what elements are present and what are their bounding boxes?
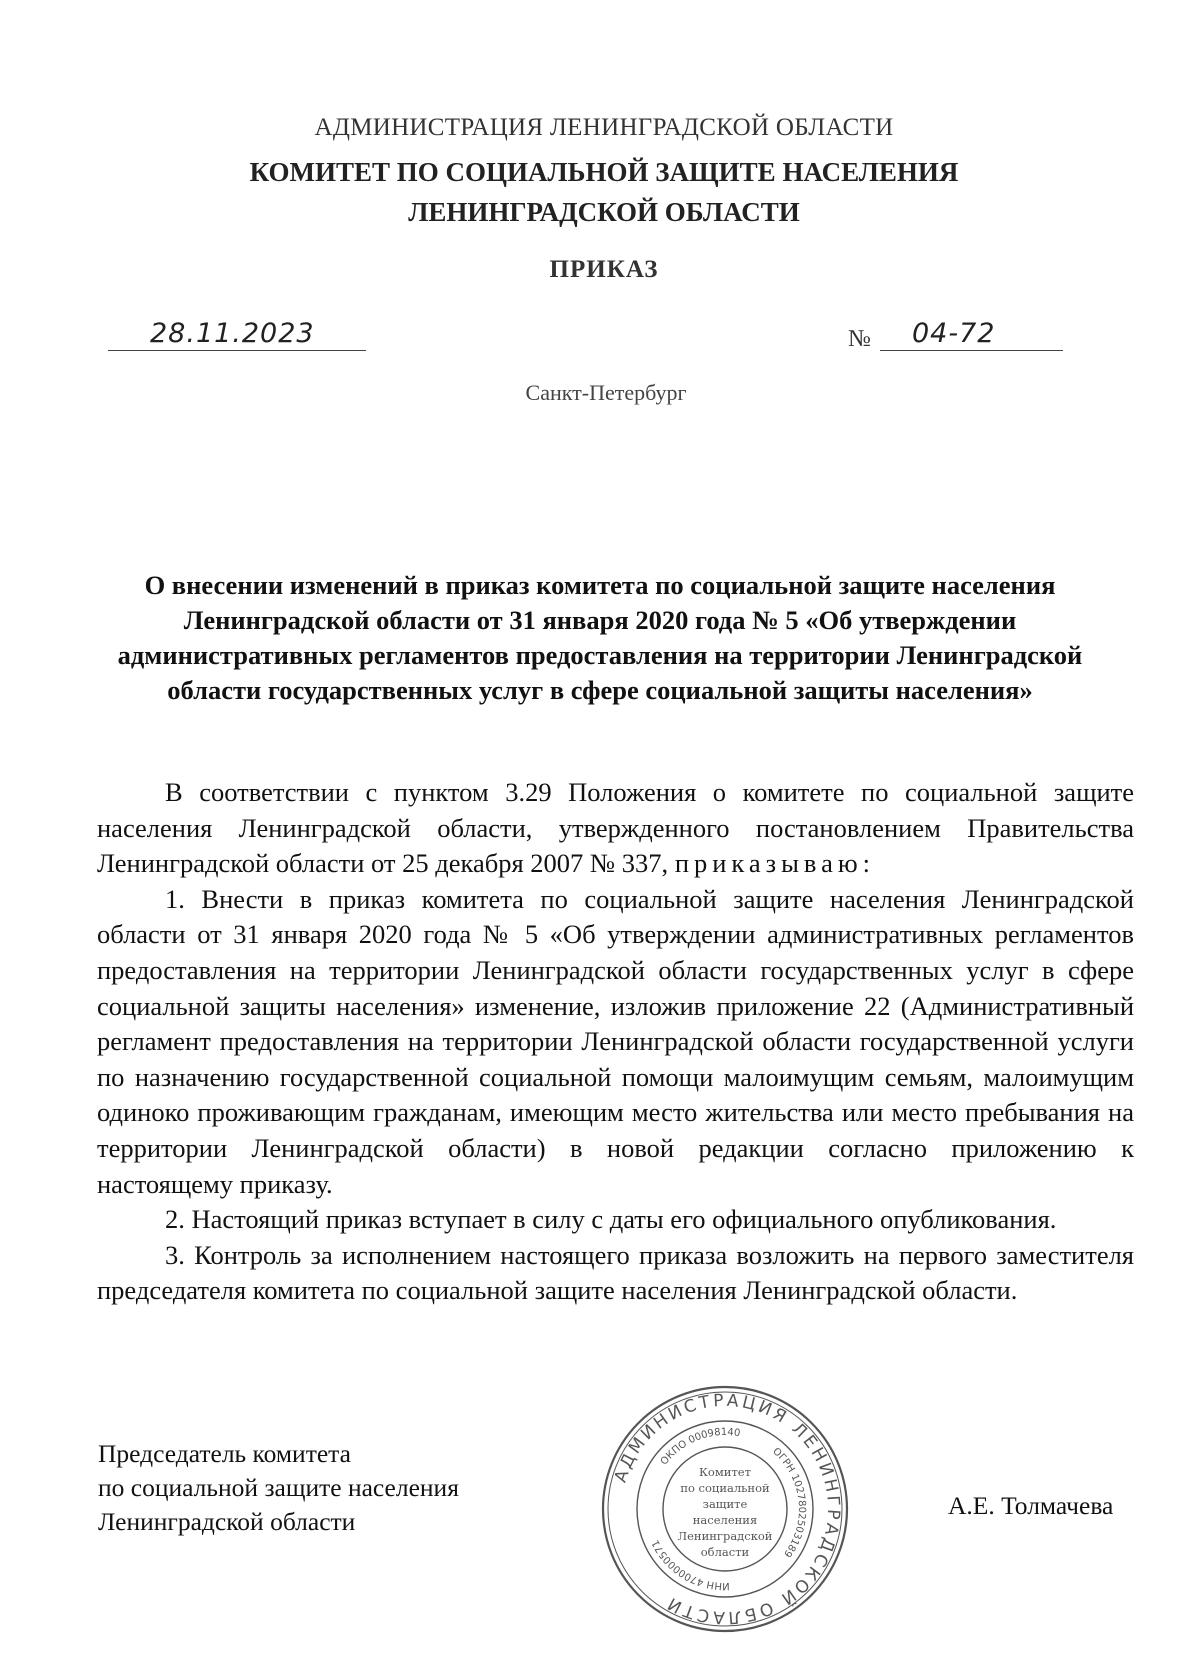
seal-center-line5: Ленинградской <box>677 1529 773 1543</box>
seal-ogrn: ОГРН 1027802503189 <box>770 1446 808 1559</box>
number-underline <box>880 350 1063 351</box>
city: Санкт-Петербург <box>525 380 687 405</box>
document-date: 28.11.2023 <box>150 318 315 349</box>
committee-heading <box>0 152 1200 232</box>
committee-heading-line2: ЛЕНИНГРАДСКОЙ ОБЛАСТИ <box>408 197 800 227</box>
seal-okpo: ОКПО 00098140 <box>658 1426 742 1468</box>
document-type: ПРИКАЗ <box>549 256 659 283</box>
seal-center-line2: по социальной <box>680 1481 770 1495</box>
item-2: 2. Настоящий приказ вступает в силу с даты его официального опубликования. <box>165 1204 1057 1235</box>
item-1: 1. Внести в приказ комитета по социальной защите населения Ленинградской области от 31 января 2020 года № 5 «Об утверждении административных регламентов предоставления на территории Ленинградской области государственных услуг в сфере социальной защиты населения» изменение, изложив приложение 22 (Административный регламент предоставления на территории Ленинградской области государственной услуги по назначению государственной социальной помощи малоимущим семьям, малоимущим одиноко проживающим гражданам, имеющим место жительства или место пребывания на территории Ленинградской области) в новой редакции согласно приложению к настоящему приказу. <box>97 883 1134 1199</box>
seal-inner-text-2 <box>770 1446 807 1559</box>
date-underline <box>108 350 366 351</box>
order-word: приказываю: <box>674 848 876 879</box>
seal-center-line4: населения <box>692 1513 758 1527</box>
document-title: О внесении изменений в приказ комитета по социальной защите населения Ленинградской области от 31 января 2020 года № 5 «Об утверждении административных регламентов предоставления на территории Ленинградской области государственных услуг в сфере социальной защиты населения» <box>117 570 1083 705</box>
signatory-name: А.Е. Толмачева <box>948 1491 1114 1520</box>
document-number: 04-72 <box>912 318 996 349</box>
signatory-position-line2: по социальной защите населения <box>98 1473 459 1502</box>
administration-heading: АДМИНИСТРАЦИЯ ЛЕНИНГРАДСКОЙ ОБЛАСТИ <box>314 114 894 141</box>
official-seal <box>600 1384 850 1634</box>
document-body <box>97 775 1134 1309</box>
seal-center-line1: Комитет <box>699 1465 751 1479</box>
committee-heading-line1: КОМИТЕТ ПО СОЦИАЛЬНОЙ ЗАЩИТЕ НАСЕЛЕНИЯ <box>249 157 959 187</box>
item-3: 3. Контроль за исполнением настоящего приказа возложить на первого заместителя председателя комитета по социальной защите населения Ленинградской области. <box>97 1239 1134 1306</box>
preamble-paragraph <box>97 775 1134 882</box>
seal-center-text <box>678 1465 773 1559</box>
number-sign: № <box>848 326 871 352</box>
seal-inn: ИНН 4700000571 <box>650 1537 730 1592</box>
signatory-position <box>98 1437 459 1539</box>
seal-center-line3: защите <box>702 1497 748 1511</box>
signatory-position-line3: Ленинградской области <box>98 1507 356 1536</box>
signatory-position-line1: Председатель комитета <box>98 1439 351 1468</box>
seal-center-line6: области <box>700 1545 750 1559</box>
seal-outer-text: АДМИНИСТРАЦИЯ ЛЕНИНГРАДСКОЙ ОБЛАСТИ <box>610 1390 844 1628</box>
preamble-text: В соответствии с пунктом 3.29 Положения о комитете по социальной защите населения Ленинградской области, утвержденного постановлением Правительства Ленинградской области от 25 декабря 2007 № 337, <box>97 777 1134 879</box>
